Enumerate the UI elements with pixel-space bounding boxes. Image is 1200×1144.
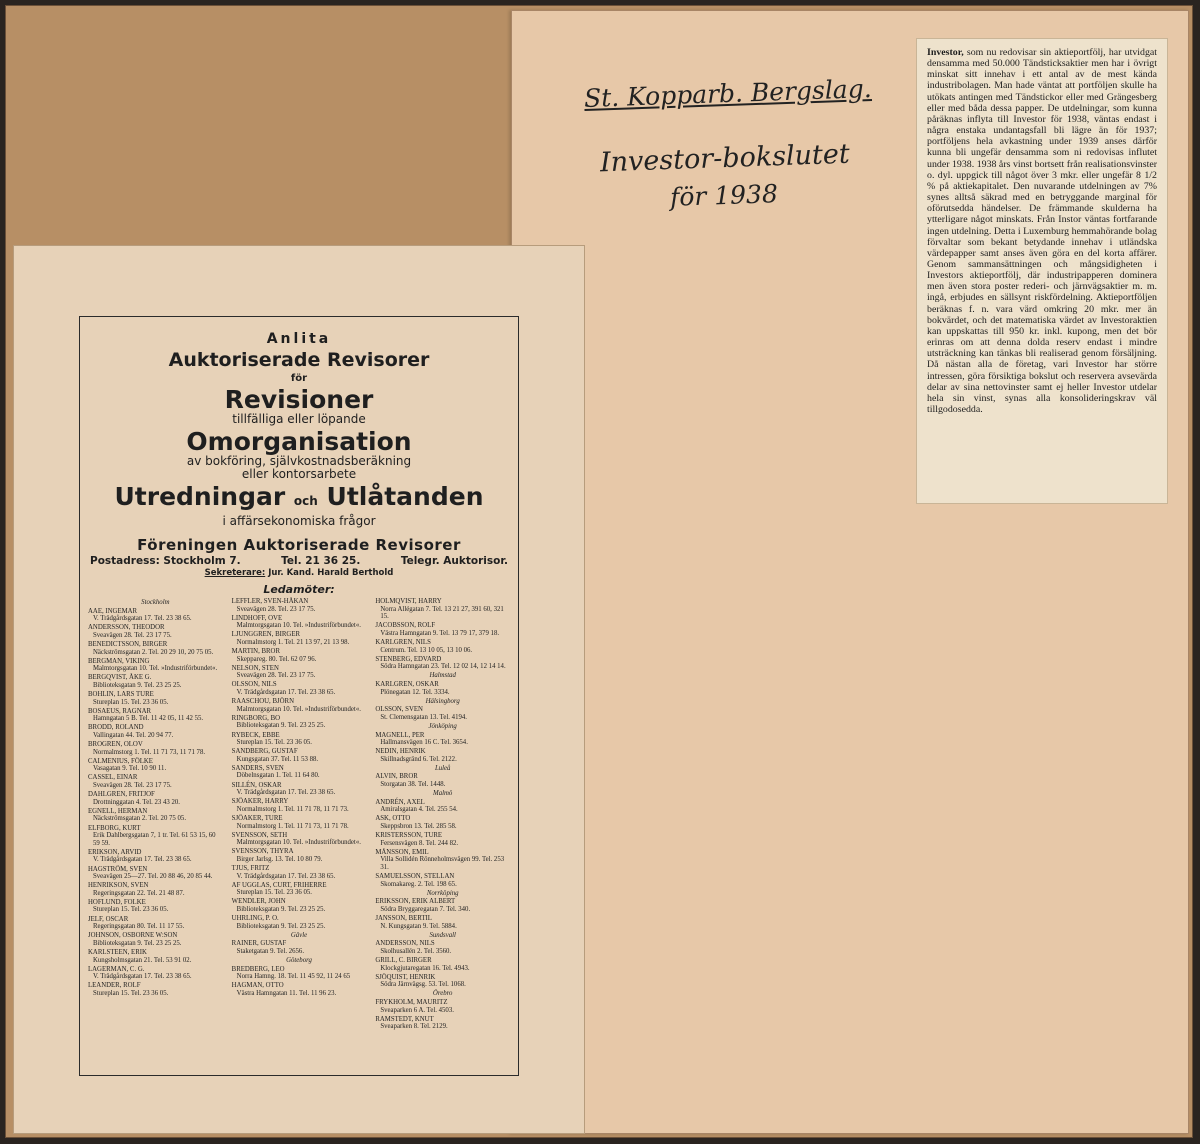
member-entry: [232, 615, 367, 630]
member-entry: [375, 957, 510, 972]
member-entry: [375, 815, 510, 830]
member-address: Skeppsbron 13. Tel. 285 58.: [380, 823, 457, 831]
member-entry: [88, 691, 223, 706]
member-name: NEDIN, HENRIK: [375, 748, 426, 756]
member-city-heading: Örebro: [432, 990, 453, 998]
member-address: Normalmstorg 1. Tel. 11 71 78, 11 71 73.: [236, 805, 349, 813]
member-address: Regeringsgatan 80. Tel. 11 17 55.: [93, 923, 185, 931]
member-address: Klockgjutaregatan 16. Tel. 4943.: [380, 964, 470, 972]
member-entry: [375, 732, 510, 747]
member-entry: [232, 715, 367, 730]
member-address: Biblioteksgatan 9. Tel. 23 25 25.: [236, 905, 326, 913]
ad-utredningar-line: [88, 483, 510, 515]
member-name: SJÖQUIST, HENRIK: [375, 973, 436, 981]
member-address: Malmtorgsgatan 10. Tel. »Industriförbundet«.: [236, 622, 361, 630]
member-name: MAGNELL, PER: [375, 731, 425, 739]
clipping-lead: Investor,: [927, 47, 964, 58]
member-entry: [375, 748, 510, 763]
member-entry: [88, 674, 223, 689]
member-name: BOSAEUS, RAGNAR: [88, 707, 152, 715]
member-city-heading: Norrköping: [426, 889, 459, 897]
member-name: CALMENIUS, FÖLKE: [88, 757, 153, 765]
member-entry: [232, 732, 367, 747]
member-name: KARLGREN, OSKAR: [375, 680, 439, 688]
member-name: LJUNGGREN, BIRGER: [231, 631, 301, 639]
member-name: HAGMAN, OTTO: [231, 982, 284, 990]
member-address: Biblioteksgatan 9. Tel. 23 25 25.: [236, 922, 326, 930]
member-entry: [375, 915, 510, 930]
member-name: BENEDICTSSON, BIRGER: [88, 640, 168, 648]
member-address: St. Clemensgatan 13. Tel. 4194.: [380, 713, 467, 721]
member-entry: [88, 932, 223, 947]
member-address: Centrum. Tel. 13 10 05, 13 10 06.: [380, 646, 473, 654]
member-entry: [375, 656, 510, 671]
members-column-3: [375, 598, 510, 1032]
member-name: KRISTERSSON, TURE: [375, 832, 443, 840]
member-entry: [88, 608, 223, 623]
ad-postadress: Postadress: Stockholm 7.: [90, 555, 241, 567]
member-address: V. Trädgårdsgatan 17. Tel. 23 38 65.: [93, 973, 192, 981]
member-entry: [375, 832, 510, 847]
member-address: Normalmstorg 1. Tel. 11 71 73, 11 71 78.: [93, 748, 206, 756]
member-entry: [232, 966, 367, 981]
member-city-heading: Sundsvall: [429, 931, 456, 939]
member-entry: [375, 681, 510, 696]
member-name: JACOBSSON, ROLF: [375, 622, 436, 630]
member-address: Malmtorgsgatan 10. Tel. »Industriförbundet«.: [236, 839, 361, 847]
member-name: LEANDER, ROLF: [88, 982, 141, 990]
member-entry: [88, 791, 223, 806]
member-name: ANDERSSON, NILS: [375, 940, 435, 948]
member-city-heading: Gävle: [290, 931, 308, 939]
member-entry: [375, 622, 510, 637]
member-name: KARLGREN, NILS: [375, 638, 431, 646]
member-address: Plönegatan 12. Tel. 3334.: [380, 688, 450, 696]
member-entry: [232, 865, 367, 880]
member-name: BOHLIN, LARS TURE: [88, 691, 154, 699]
member-entry: [88, 641, 223, 656]
member-address: Stureplan 15. Tel. 23 36 05.: [236, 889, 312, 897]
member-entry: [375, 898, 510, 913]
member-address: V. Trädgårdsgatan 17. Tel. 23 38 65.: [93, 615, 192, 623]
handwritten-title: St. Kopparb. Bergslag.: [583, 73, 873, 114]
member-entry: [232, 631, 367, 646]
member-address: Biblioteksgatan 9. Tel. 23 25 25.: [236, 722, 326, 730]
member-entry: [88, 949, 223, 964]
member-name: BRODD, ROLAND: [88, 724, 144, 732]
ad-telephone: Tel. 21 36 25.: [281, 555, 361, 567]
member-name: RAINER, GUSTAF: [231, 940, 287, 948]
member-name: NELSON, STEN: [231, 664, 279, 672]
member-address: Skomakareg. 2. Tel. 198 65.: [380, 880, 457, 888]
member-entry: [88, 808, 223, 823]
member-name: STENBERG, EDVARD: [375, 655, 442, 663]
member-address: Stureplan 15. Tel. 23 36 05.: [93, 698, 169, 706]
member-address: Kungsholmsgatan 21. Tel. 53 91 02.: [93, 956, 192, 964]
member-city-heading: Malmö: [433, 790, 453, 798]
member-name: BROGREN, OLOV: [88, 741, 143, 749]
member-address: Vallingatan 44. Tel. 20 94 77.: [93, 732, 174, 739]
member-address: Skolhusallén 2. Tel. 3560.: [380, 947, 452, 955]
member-city-heading: Jönköping: [428, 722, 457, 730]
member-address: Erik Dahlbergsgatan 7, 1 tr. Tel. 61 53 15, 60 59 59.: [93, 832, 216, 847]
ad-headline: Auktoriserade Revisorer: [168, 349, 430, 371]
member-address: Regeringsgatan 22. Tel. 21 48 87.: [93, 889, 185, 897]
member-entry: [232, 898, 367, 913]
member-name: SVENSSON, THYRA: [231, 848, 294, 856]
member-address: Storgatan 38. Tel. 1448.: [380, 781, 446, 789]
member-entry: [232, 940, 367, 955]
member-entry: [375, 706, 510, 721]
member-name: HOLMQVIST, HARRY: [375, 598, 442, 605]
member-entry: [88, 916, 223, 931]
member-address: Norra Hamng. 18. Tel. 11 45 92, 11 24 65: [236, 973, 351, 981]
member-address: Västra Hamngatan 11. Tel. 11 96 23.: [236, 989, 337, 997]
member-name: ANDRÉN, AXEL: [375, 798, 425, 806]
member-entry: [88, 658, 223, 673]
archive-sheet: [511, 10, 1189, 1134]
member-address: Hallmansvägen 16 C. Tel. 3654.: [380, 739, 468, 747]
member-name: ELFBORG, KURT: [88, 824, 141, 832]
ad-secretary-label: Sekreterare:: [204, 568, 266, 578]
member-city-heading: Stockholm: [141, 599, 170, 606]
member-name: OLSSON, SVEN: [375, 706, 423, 714]
member-entry: [232, 698, 367, 713]
member-address: Döbelnsgatan 1. Tel. 11 64 80.: [236, 772, 320, 780]
member-entry: [88, 708, 223, 723]
member-entry: [88, 982, 223, 997]
ad-utredningar: Utredningar: [114, 482, 286, 511]
member-entry: [232, 832, 367, 847]
member-entry: [375, 773, 510, 788]
member-address: Södra Bryggaregatan 7. Tel. 340.: [380, 905, 471, 913]
member-entry: [88, 724, 223, 739]
ad-secretary-name: Jur. Kand. Harald Berthold: [268, 568, 394, 578]
member-address: Hamngatan 5 B. Tel. 11 42 05, 11 42 55.: [93, 715, 204, 723]
member-name: ERIKSSON, ERIK ALBERT: [375, 898, 456, 906]
member-address: Sveavägen 28. Tel. 23 17 75.: [93, 631, 172, 639]
member-address: V. Trädgårdsgatan 17. Tel. 23 38 65.: [236, 689, 336, 697]
ad-revisioner: Revisioner: [224, 385, 374, 414]
member-entry: [232, 982, 367, 997]
member-name: AAE, INGEMAR: [88, 607, 138, 615]
member-name: LAGERMAN, C. G.: [88, 965, 145, 973]
member-entry: [375, 999, 510, 1014]
member-entry: [375, 940, 510, 955]
member-name: LINDHOFF, OVE: [231, 614, 283, 622]
member-entry: [88, 966, 223, 981]
member-address: V. Trädgårdsgatan 17. Tel. 23 38 65.: [93, 856, 192, 864]
member-name: RAMSTEDT, KNUT: [375, 1015, 434, 1023]
member-entry: [375, 1016, 510, 1031]
member-name: LEFFLER, SVEN-HÅKAN: [231, 598, 309, 605]
members-list: [88, 598, 510, 1032]
ad-omorg-sub2: eller kontorsarbete: [241, 467, 357, 481]
member-address: Skillnadsgränd 6. Tel. 2122.: [380, 755, 457, 763]
member-address: Sveaparken 8. Tel. 2129.: [380, 1023, 448, 1031]
member-address: Normalmstorg 1. Tel. 21 13 97, 21 13 98.: [236, 638, 350, 646]
member-entry: [88, 866, 223, 881]
member-entry: [375, 598, 510, 621]
member-name: GRILL, C. BIRGER: [375, 957, 432, 965]
member-name: BERGQVIST, ÅKE G.: [88, 674, 152, 682]
members-column-2: [232, 598, 367, 1032]
member-entry: [232, 782, 367, 797]
member-address: Staketgatan 9. Tel. 2656.: [236, 947, 305, 955]
ad-omorganisation: Omorganisation: [186, 427, 412, 456]
member-address: V. Trädgårdsgatan 17. Tel. 23 38 65.: [236, 789, 336, 797]
member-address: N. Kungsgatan 9. Tel. 5884.: [380, 922, 457, 930]
member-name: MARTIN, BROR: [231, 648, 280, 656]
member-city-heading: Luleå: [434, 764, 451, 772]
member-entry: [88, 741, 223, 756]
ad-organisation: Föreningen Auktoriserade Revisorer: [137, 536, 461, 554]
member-name: UHRLING, P. O.: [231, 915, 279, 923]
member-address: Birger Jarlsg. 13. Tel. 10 80 79.: [236, 855, 323, 863]
newspaper-clipping-investor: [916, 38, 1168, 504]
member-address: Fersensvägen 8. Tel. 244 82.: [380, 839, 459, 847]
member-entry: [88, 849, 223, 864]
member-name: SANDERS, SVEN: [231, 764, 284, 772]
member-address: Stureplan 15. Tel. 23 36 05.: [93, 906, 169, 914]
ad-for: för: [290, 373, 308, 384]
ad-och: och: [293, 494, 318, 508]
member-address: Stureplan 15. Tel. 23 36 05.: [93, 989, 169, 997]
member-entry: [232, 815, 367, 830]
member-address: Vasagatan 9. Tel. 10 90 11.: [93, 765, 167, 773]
member-address: Malmtorgsgatan 10. Tel. »Industriförbundet«.: [236, 705, 361, 713]
ad-utred-sub: i affärsekonomiska frågor: [222, 514, 376, 528]
member-name: HOFLUND, FOLKE: [88, 898, 146, 906]
member-name: EGNELL, HERMAN: [88, 807, 148, 815]
member-name: JANSSON, BERTIL: [375, 915, 432, 923]
ad-secretary: [88, 568, 510, 578]
member-name: BREDBERG, LEO: [231, 965, 285, 973]
member-entry: [232, 765, 367, 780]
member-entry: [232, 915, 367, 930]
member-address: Sveavägen 25—27. Tel. 20 88 46, 20 85 44.: [93, 873, 213, 881]
member-name: SANDBERG, GUSTAF: [231, 748, 298, 756]
member-entry: [232, 848, 367, 863]
member-name: ANDERSSON, THEODOR: [88, 624, 165, 632]
advertisement-header: [88, 331, 510, 578]
member-name: AF UGGLAS, CURT, FRIHERRE: [231, 881, 327, 889]
member-entry: [375, 974, 510, 989]
member-entry: [232, 798, 367, 813]
member-name: SAMUELSSON, STELLAN: [375, 873, 455, 881]
member-name: CASSEL, EINAR: [88, 774, 138, 782]
member-city-heading: Göteborg: [286, 957, 312, 965]
member-entry: [88, 774, 223, 789]
member-entry: [88, 899, 223, 914]
member-address: Sveavägen 28. Tel. 23 17 75.: [93, 782, 172, 790]
ad-utlatanden: Utlåtanden: [326, 482, 484, 511]
member-name: ASK, OTTO: [375, 815, 411, 823]
member-address: Södra Hamngatan 23. Tel. 12 02 14, 12 14 14.: [380, 663, 506, 671]
ad-members-heading: Ledamöter:: [263, 583, 335, 596]
advertisement-frame: [79, 316, 519, 1076]
member-address: Malmtorgsgatan 10. Tel. »Industriförbundet«.: [93, 665, 218, 673]
member-address: Sveavägen 28. Tel. 23 17 75.: [236, 605, 316, 613]
member-name: MÅNSSON, EMIL: [375, 848, 429, 856]
member-name: SILLÉN, OSKAR: [231, 781, 282, 789]
member-name: OLSSON, NILS: [231, 681, 277, 689]
member-address: Biblioteksgatan 9. Tel. 23 25 25.: [93, 939, 182, 947]
member-name: RYBECK, EBBE: [231, 731, 280, 739]
member-address: Norra Allégatan 7. Tel. 13 21 27, 391 60, 321 15.: [380, 605, 504, 621]
member-address: Västra Hamngatan 9. Tel. 13 79 17, 379 18.: [380, 629, 500, 637]
member-address: Skeppareg. 80. Tel. 62 07 96.: [236, 655, 317, 663]
member-address: Näckströmsgatan 2. Tel. 20 29 10, 20 75 05.: [93, 648, 214, 656]
member-address: Sveaparken 6 A. Tel. 4503.: [380, 1006, 454, 1014]
member-entry: [375, 799, 510, 814]
member-address: Drottninggatan 4. Tel. 23 43 20.: [93, 798, 180, 806]
member-entry: [232, 598, 367, 613]
member-address: Kungsgatan 37. Tel. 11 53 88.: [236, 755, 319, 763]
member-address: Sveavägen 28. Tel. 23 17 75.: [236, 672, 316, 680]
member-entry: [88, 825, 223, 848]
member-entry: [232, 648, 367, 663]
member-address: Biblioteksgatan 9. Tel. 23 25 25.: [93, 681, 182, 689]
ad-omorg-sub1: av bokföring, självkostnadsberäkning: [186, 454, 412, 468]
member-entry: [375, 639, 510, 654]
member-name: JOHNSON, OSBORNE W:SON: [88, 932, 178, 940]
member-entry: [88, 882, 223, 897]
ad-revisioner-sub: tillfälliga eller löpande: [232, 412, 366, 426]
member-name: FRYKHOLM, MAURITZ: [375, 999, 448, 1006]
member-name: HAGSTRÖM, SVEN: [88, 865, 148, 873]
member-name: SJÖAKER, TURE: [231, 814, 283, 822]
member-name: SVENSSON, SETH: [231, 831, 288, 839]
member-name: BERGMAN, VIKING: [88, 657, 150, 665]
member-address: Stureplan 15. Tel. 23 36 05.: [236, 739, 312, 747]
member-name: ALVIN, BROR: [375, 773, 418, 781]
ad-telegram: Telegr. Auktorisor.: [400, 555, 508, 567]
member-name: HENRIKSON, SVEN: [88, 882, 149, 890]
member-city-heading: Hälsingborg: [425, 697, 460, 705]
member-entry: [88, 758, 223, 773]
member-entry: [232, 882, 367, 897]
member-entry: [232, 665, 367, 680]
member-address: Amiralsgatan 4. Tel. 255 54.: [380, 806, 458, 814]
member-name: TJUS, FRITZ: [231, 865, 270, 872]
advertisement-clipping: [13, 245, 585, 1134]
members-column-1: [88, 598, 223, 1032]
member-address: Södra Järnvägsg. 53. Tel. 1068.: [380, 981, 466, 989]
member-entry: [375, 849, 510, 872]
clipping-body: som nu redovisar sin aktieportfölj, har utvidgat densamma med 50.000 Tändsticksaktier men har i övrigt minskat sitt innehav i ett antal av de mest kända industribolagen. Man hade väntat att portföljen skulle ha utökats antingen med Tändstickor eller med Grängesberg eller med båda dessa papper. De utdelningar, som kunna påräknas inflyta till Investor för 1938, väntas endast i några enstaka undantagsfall bli lägre än för 1937; portföljens hela avkastning under 1939 anses därför kunna bli ungefär densamma som ni redovisas influtet under 1938. 1938 års vinst bortsett från realisationsvinster o. dyl. uppgick till något över 3 mkr. eller ungefär 8 1/2 % på aktiekapitalet. Den nuvarande utdelningen av 7% synes alltså säkrad med en betryggande marginal för oförutsedda händelser. De främmande skulderna ha ytterligare något minskats. Från Instor väntas fortfarande ingen utdelning. Detta i Luxemburg hemmahörande bolag förvaltar som bekant betydande innehav i utländska värdepapper samt anses även göra en del korta affärer. Genom sammansättningen och mångsidigheten i Investors aktieportfölj, där industripapperen dominera men även stora poster rederi- och järnvägsaktier m. m. ingå, erbjudes en sällsynt riskfördelning. Aktieportföljen beräknas f. n. vara värd omkring 20 mkr. mer än bokvärdet, och det matematiska värdet av Investoraktien kan uppskattas till 950 kr. inkl. kupong, men det bör erinras om att denna dolda reserv endast i mindre utsträckning kan tänkas bli realiserad genom försäljning. Då nästan alla de företag, vari Investor har större intressen, göra försiktiga bokslut och reservera avsevärda delar av sina nettovinster samt ej heller Investor utdelar hela sin vinst, synas alla konsolideringskrav väl tillgodosedda.: [927, 47, 1158, 415]
member-entry: [88, 624, 223, 639]
member-entry: [232, 748, 367, 763]
member-entry: [375, 873, 510, 888]
member-address: Näckströmsgatan 2. Tel. 20 75 05.: [93, 815, 187, 823]
member-entry: [232, 681, 367, 696]
member-address: V. Trädgårdsgatan 17. Tel. 23 38 65.: [236, 872, 336, 880]
ad-address-line: [88, 555, 510, 567]
member-name: DAHLGREN, FRITJOF: [88, 791, 155, 799]
member-name: RINGBORG, BO: [231, 714, 281, 722]
member-name: WENDLER, JOHN: [231, 898, 286, 906]
handwritten-note: Investor-bokslutet: [599, 138, 851, 179]
member-city-heading: Halmstad: [429, 672, 456, 680]
member-name: KARLSTEEN, ERIK: [88, 948, 147, 956]
member-name: SJÖAKER, HARRY: [231, 798, 289, 806]
handwritten-year: för 1938: [669, 179, 779, 212]
member-address: Normalmstorg 1. Tel. 11 71 73, 11 71 78.: [236, 822, 349, 830]
member-name: JELF, OSCAR: [88, 915, 129, 923]
member-name: RAASCHOU, BJÖRN: [231, 698, 294, 706]
member-address: Villa Sollidén Rönneholmsvägen 99. Tel. 253 31.: [380, 856, 505, 871]
ad-anlita: Anlita: [266, 331, 332, 347]
member-name: ERIKSON, ARVID: [88, 848, 142, 856]
